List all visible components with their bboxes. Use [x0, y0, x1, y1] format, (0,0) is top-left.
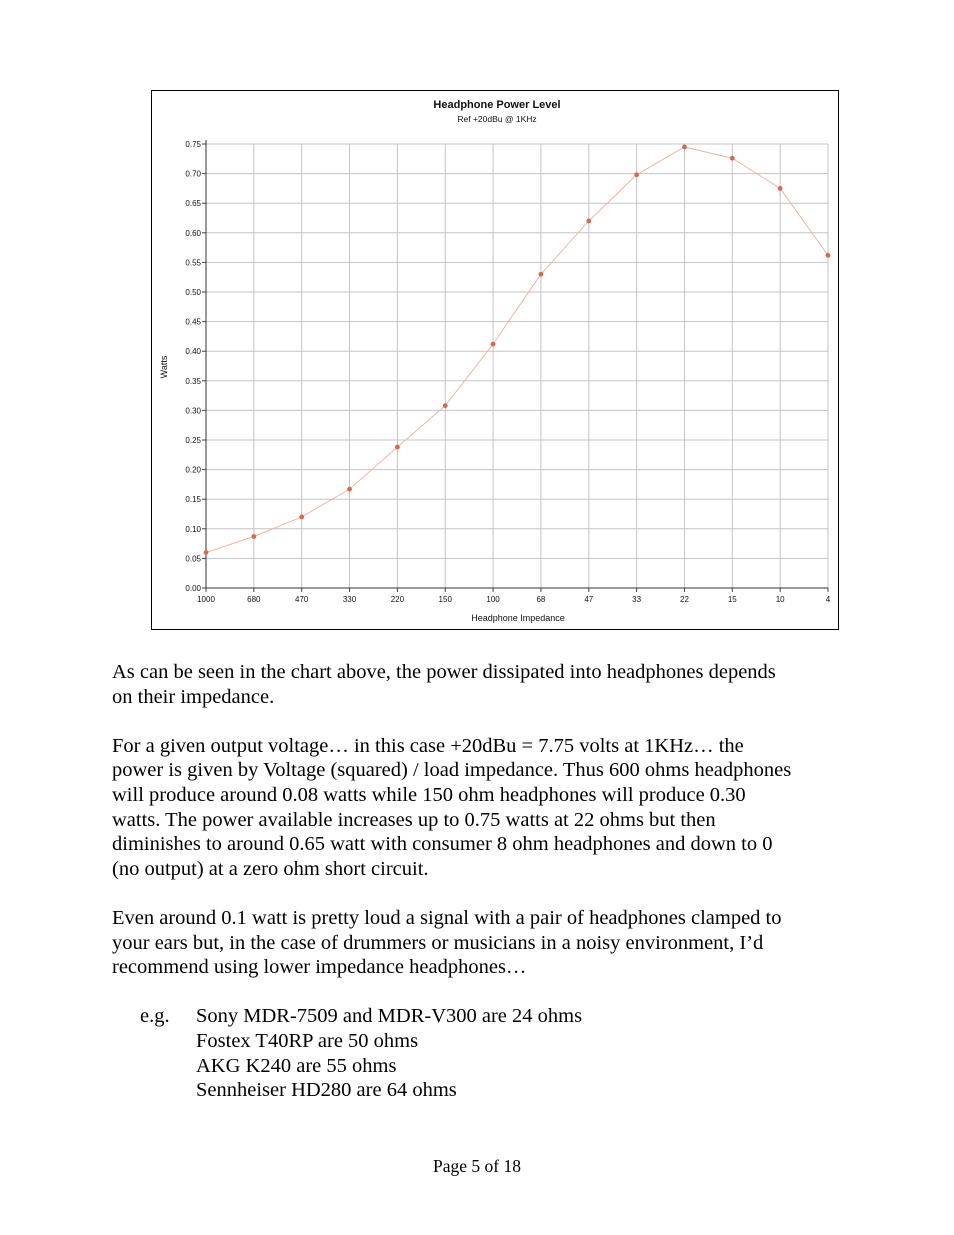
y-tick-label: 0.30 — [185, 406, 201, 416]
y-tick-label: 0.65 — [185, 199, 201, 209]
data-point — [443, 403, 448, 408]
data-point — [682, 145, 687, 150]
x-tick-label: 15 — [727, 595, 737, 604]
text-line: on their impedance. — [112, 685, 275, 708]
chart-title: Headphone Power Level — [433, 99, 561, 111]
x-tick-label: 1000 — [197, 595, 215, 604]
examples-items — [196, 1004, 936, 1102]
x-axis-label: Headphone Impedance — [471, 613, 565, 623]
y-axis-label: Watts — [159, 355, 169, 379]
x-tick-label: 47 — [584, 595, 594, 604]
y-tick-label: 0.35 — [185, 376, 201, 386]
data-point — [491, 342, 496, 347]
chart-grid — [206, 144, 828, 588]
x-tick-label: 470 — [295, 595, 309, 604]
x-tick-label: 220 — [390, 595, 405, 604]
plot-area — [206, 144, 828, 588]
y-tick-label: 0.00 — [185, 584, 201, 593]
chart-subtitle: Ref +20dBu @ 1KHz — [457, 114, 537, 124]
x-tick-label: 33 — [632, 595, 642, 604]
text-line: will produce around 0.08 watts while 150 ohm headphones will produce 0.30 — [112, 783, 746, 806]
paragraph-intro — [112, 660, 852, 709]
list-item: Sony MDR-7509 and MDR-V300 are 24 ohms — [196, 1005, 583, 1028]
text-line: (no output) at a zero ohm short circuit. — [112, 857, 429, 880]
examples-list — [112, 1004, 852, 1102]
x-tick-label: 680 — [247, 595, 261, 604]
chart-svg — [152, 91, 838, 629]
y-tick-label: 0.05 — [185, 554, 201, 564]
data-point — [395, 445, 400, 450]
y-tick-label: 0.20 — [185, 465, 201, 475]
page-number: Page 5 of 18 — [433, 1156, 521, 1176]
x-tick-label: 22 — [680, 595, 689, 604]
chart-figure — [151, 90, 839, 630]
y-tick-label: 0.70 — [185, 169, 201, 179]
text-line: As can be seen in the chart above, the power dissipated into headphones depends — [112, 661, 776, 683]
text-line: diminishes to around 0.65 watt with consumer 8 ohm headphones and down to 0 — [112, 833, 773, 856]
data-point — [826, 253, 831, 258]
text-line: power is given by Voltage (squared) / load impedance. Thus 600 ohms headphones — [112, 759, 792, 782]
x-tick-label: 100 — [486, 595, 500, 604]
data-point — [347, 487, 352, 492]
paragraph-power-explanation — [112, 734, 852, 882]
data-point — [204, 550, 209, 555]
x-tick-label: 330 — [342, 595, 357, 604]
y-tick-label: 0.55 — [185, 258, 201, 268]
y-tick-label: 0.60 — [185, 228, 201, 238]
list-item: Fostex T40RP are 50 ohms — [196, 1029, 419, 1052]
y-tick-label: 0.75 — [185, 140, 201, 149]
list-item: AKG K240 are 55 ohms — [196, 1054, 397, 1077]
data-point — [251, 534, 256, 539]
data-point — [634, 172, 639, 177]
y-tick-label: 0.50 — [185, 288, 201, 297]
text-line: your ears but, in the case of drummers or musicians in a noisy environment, I’d — [112, 931, 764, 954]
y-tick-label: 0.15 — [185, 495, 201, 505]
text-line: Even around 0.1 watt is pretty loud a signal with a pair of headphones clamped to — [112, 906, 782, 929]
list-item: Sennheiser HD280 are 64 ohms — [196, 1079, 457, 1102]
data-point — [299, 515, 304, 520]
y-tick-label: 0.25 — [185, 436, 201, 445]
data-point — [778, 186, 783, 191]
text-line: watts. The power available increases up to 0.75 watts at 22 ohms but then — [112, 808, 716, 831]
data-point — [539, 272, 544, 277]
data-point — [586, 219, 591, 224]
data-point — [730, 156, 735, 161]
x-tick-label: 10 — [775, 595, 785, 604]
x-tick-label: 150 — [438, 595, 452, 604]
x-tick-label: 68 — [536, 595, 546, 604]
y-tick-label: 0.40 — [185, 347, 201, 357]
paragraph-recommendation — [112, 906, 852, 980]
examples-label: e.g. — [140, 1005, 170, 1028]
text-line: For a given output voltage… in this case +20dBu = 7.75 volts at 1KHz… the — [112, 734, 744, 757]
document-body — [112, 660, 852, 1103]
x-tick-label: 4 — [825, 595, 831, 604]
y-tick-label: 0.10 — [185, 524, 201, 534]
text-line: recommend using lower impedance headphones… — [112, 956, 527, 979]
y-tick-label: 0.45 — [185, 317, 201, 327]
